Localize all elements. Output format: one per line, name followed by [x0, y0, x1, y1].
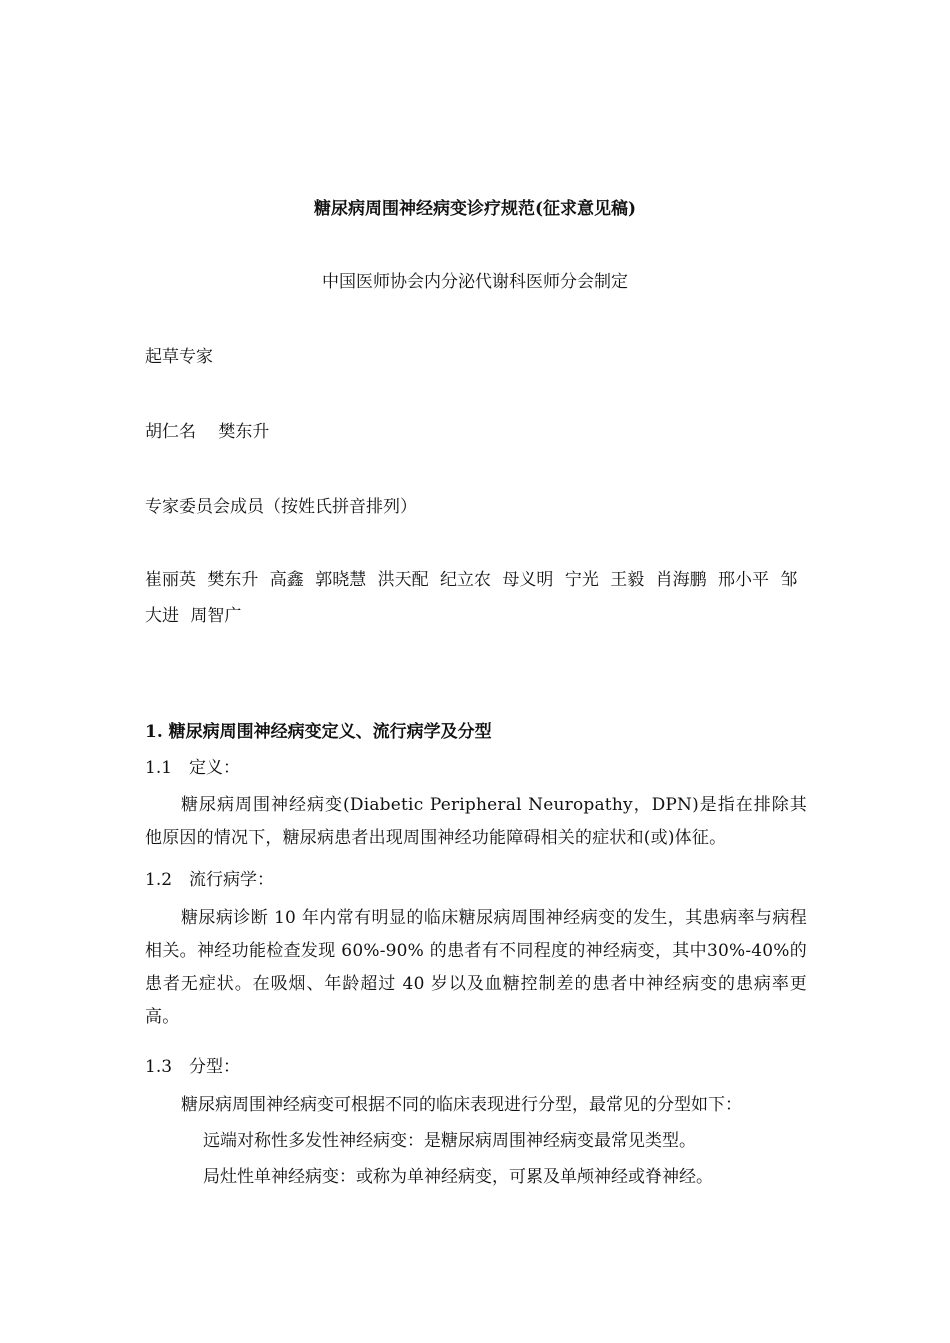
- committee-members: 崔丽英 樊东升 高鑫 郭晓慧 洪天配 纪立农 母义明 宁光 王毅 肖海鹏 邢小平 邹大进 周智广: [145, 570, 798, 626]
- section-1-2-body: 糖尿病诊断 10 年内常有明显的临床糖尿病周围神经病变的发生，其患病率与病程相关。神经功能检查发现 60%-90% 的患者有不同程度的神经病变，其中30%-40%的患者无症状。在吸烟、年龄超过 40 岁以及血糖控制差的患者中神经病变的患病率更高。: [145, 908, 807, 1027]
- section-1-3-item-2: 局灶性单神经病变：或称为单神经病变，可累及单颅神经或脊神经。: [203, 1167, 713, 1187]
- section-1-2-heading: 1.2 流行病学：: [145, 870, 275, 890]
- draft-experts-names: 胡仁名 樊东升: [145, 422, 270, 442]
- section-1-1-body: 糖尿病周围神经病变(Diabetic Peripheral Neuropathy，DPN)是指在排除其他原因的情况下，糖尿病患者出现周围神经功能障碍相关的症状和(或)体征。: [145, 795, 807, 848]
- section-1-heading: 1. 糖尿病周围神经病变定义、流行病学及分型: [145, 722, 492, 742]
- document-title: 糖尿病周围神经病变诊疗规范(征求意见稿): [313, 199, 637, 219]
- section-1-3-heading: 1.3 分型：: [145, 1057, 241, 1077]
- document-subtitle: 中国医师协会内分泌代谢科医师分会制定: [322, 272, 628, 292]
- committee-heading: 专家委员会成员（按姓氏拼音排列）: [145, 497, 417, 517]
- section-1-3-item-1: 远端对称性多发性神经病变：是糖尿病周围神经病变最常见类型。: [203, 1131, 696, 1151]
- section-1-1-heading: 1.1 定义：: [145, 758, 241, 778]
- section-1-3-intro: 糖尿病周围神经病变可根据不同的临床表现进行分型，最常见的分型如下：: [181, 1095, 742, 1115]
- draft-experts-heading: 起草专家: [145, 347, 213, 367]
